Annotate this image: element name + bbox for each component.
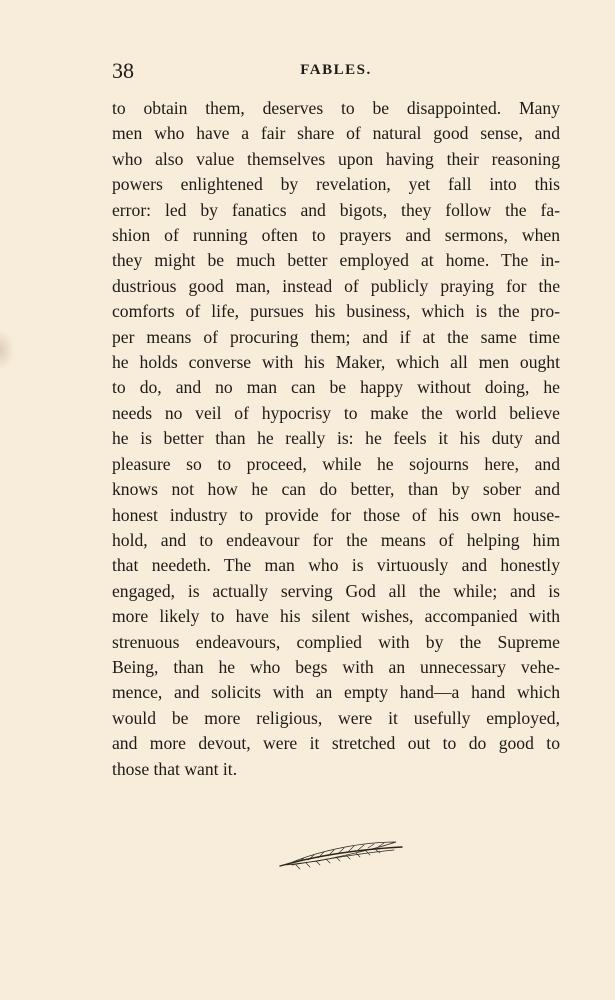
text-line: hold, and to endeavour for the means of helping him: [112, 529, 560, 550]
text-line: he is better than he really is: he feels it his duty and: [112, 428, 560, 449]
text-line: per means of procuring them; and if at the same time: [112, 326, 560, 347]
text-line: dustrious good man, instead of publicly praying for the: [112, 275, 560, 296]
text-line: and more devout, were it stretched out to do good to: [112, 733, 560, 754]
feather-quill-icon: [278, 838, 404, 870]
text-line: that needeth. The man who is virtuously and honestly: [112, 555, 560, 576]
text-line: more likely to have his silent wishes, accompanied with: [112, 606, 560, 627]
text-line-last: those that want it.: [112, 758, 238, 779]
text-line: they might be much better employed at home. The in-: [112, 250, 560, 271]
text-line: powers enlightened by revelation, yet fall into this: [112, 174, 560, 195]
page-edge-shadow: [0, 330, 14, 370]
text-line: needs no veil of hypocrisy to make the world believe: [112, 402, 560, 423]
text-line: shion of running often to prayers and sermons, when: [112, 225, 560, 246]
text-line: engaged, is actually serving God all the while; and is: [112, 580, 560, 601]
text-line: comforts of life, pursues his business, which is the pro-: [112, 301, 560, 322]
text-line: to obtain them, deserves to be disappointed. Many: [112, 98, 560, 118]
text-line: men who have a fair share of natural good sense, and: [112, 123, 560, 144]
text-line: to do, and no man can be happy without doing, he: [112, 377, 560, 398]
text-line: knows not how he can do better, than by sober and: [112, 479, 560, 500]
text-line: would be more religious, were it usefully employed,: [112, 707, 560, 728]
running-title: FABLES.: [300, 62, 372, 78]
text-line: Being, than he who begs with an unnecessary vehe-: [112, 656, 560, 677]
text-line: who also value themselves upon having their reasoning: [112, 148, 560, 169]
text-line: pleasure so to proceed, while he sojourns here, and: [112, 453, 560, 474]
running-head: [112, 58, 560, 84]
page-number: 38: [112, 58, 134, 83]
text-line: honest industry to provide for those of his own house-: [112, 504, 560, 525]
text-line: he holds converse with his Maker, which all men ought: [112, 352, 560, 373]
text-line: error: led by fanatics and bigots, they follow the fa-: [112, 199, 560, 220]
text-line: strenuous endeavours, complied with by the Supreme: [112, 631, 560, 652]
text-line: mence, and solicits with an empty hand—a hand which: [112, 682, 560, 703]
body-text: [112, 96, 560, 782]
